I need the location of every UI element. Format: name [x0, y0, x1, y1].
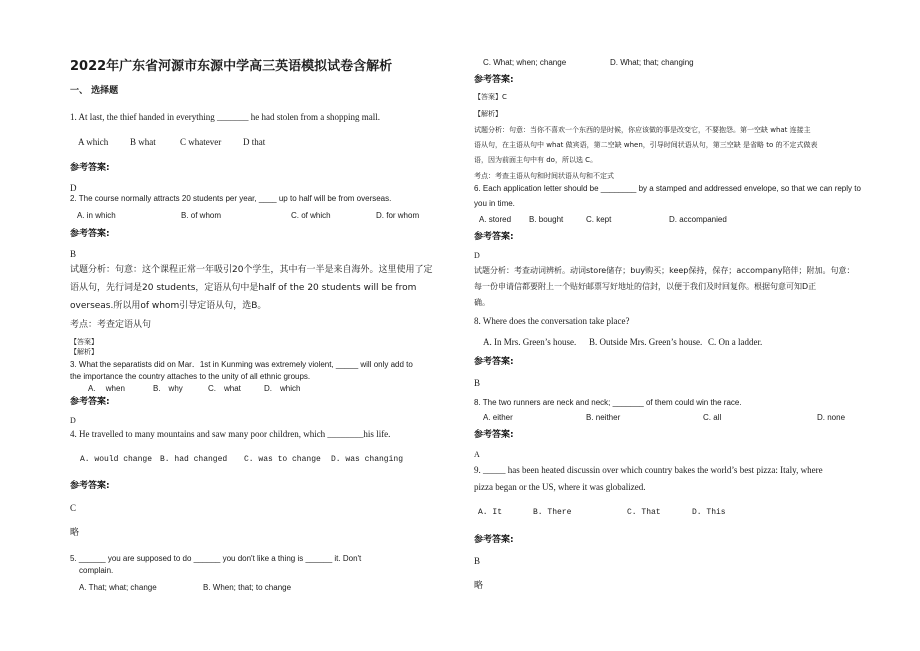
option-c: C. On a ladder.: [708, 337, 763, 347]
option-b: B. of whom: [181, 211, 222, 220]
question-stem: 6. Each application letter should be ________ by a stamped and addressed envelope, so that we can reply to: [474, 184, 861, 193]
option-c: C. all: [703, 413, 722, 422]
answer-label: 参考答案:: [70, 481, 110, 491]
explanation-line: overseas.所以用of whom引导定语从句，选B。: [70, 301, 267, 311]
explanation-line: 语，因为前面主句中有 do，所以选 C。: [474, 156, 598, 164]
option-c: C. was to change: [244, 455, 321, 464]
option-a: A. in which: [77, 211, 116, 220]
option-b: B. neither: [586, 413, 621, 422]
option-a: A. stored: [479, 215, 512, 224]
question-stem: you in time.: [474, 199, 515, 208]
option-d: D. was changing: [331, 455, 404, 464]
question-stem: 5. ______ you are supposed to do ______ you don't like a thing is ______ it. Don't: [70, 554, 362, 563]
note: 略: [474, 581, 484, 591]
explanation-line: 考点：考查主语从句和时间状语从句和不定式: [474, 172, 614, 180]
option-a: A. would change: [80, 455, 153, 464]
answer-value: A: [474, 450, 480, 459]
option-c: C. of which: [291, 211, 331, 220]
answer-tag-label: 【答案】: [474, 93, 502, 101]
option-a: A. It: [478, 508, 503, 517]
option-b: B. had changed: [160, 455, 228, 464]
answer-tag: 【答案】: [70, 338, 98, 346]
option-b: B what: [130, 137, 156, 147]
option-b: B. When; that; to change: [203, 583, 292, 592]
answer-tag: 【答案】C: [474, 93, 507, 101]
answer-label: 参考答案:: [70, 229, 110, 239]
answer-label: 参考答案:: [474, 75, 514, 85]
answer-label: 参考答案:: [474, 357, 514, 367]
answer-label: 参考答案:: [70, 163, 110, 173]
answer-value: B: [70, 249, 77, 259]
answer-label: 参考答案:: [474, 232, 514, 242]
explanation-line: 试题分析：考查动词辨析。动词store储存；buy购买；keep保持，保存；accompany陪伴；附加。句意：: [474, 266, 855, 275]
question-stem: complain.: [79, 566, 114, 575]
option-a: A. In Mrs. Green’s house.: [483, 337, 577, 347]
option-b: B. bought: [529, 215, 564, 224]
question-stem: 9. _____ has been heated discussin over which country bakes the world’s best pizza: Italy, where: [474, 465, 823, 475]
explanation-line: 语从句，在主语从句中 what 做宾语，第二空缺 when，引导时间状语从句，第三空缺 是省略 to 的不定式做表: [474, 141, 818, 149]
question-stem: pizza began or the US, where it was globalized.: [474, 482, 646, 492]
question-stem: 1. At last, the thief handed in everything _______ he had stolen from a shopping mall.: [70, 112, 380, 122]
answer-value: C: [70, 503, 77, 513]
question-stem: 8. Where does the conversation take place?: [474, 316, 630, 326]
note: 略: [70, 528, 80, 538]
analysis-tag: 【解析】: [70, 348, 98, 356]
answer-value: B: [474, 556, 481, 566]
page-title: 2022年广东省河源市东源中学高三英语模拟试卷含解析: [70, 59, 393, 74]
question-stem: 4. He travelled to many mountains and saw many poor children, which ________his life.: [70, 429, 391, 439]
explanation-line: 试题分析：句意：当你不喜欢一个东西的是时候，你应该做的事是改变它，不要抱怨。第一空缺 what 连接主: [474, 126, 811, 134]
option-d: D that: [243, 137, 266, 147]
answer-value: D: [70, 183, 77, 193]
option-a: A. when: [88, 384, 125, 393]
option-b: B. why: [153, 384, 183, 393]
question-stem: 8. The two runners are neck and neck; _______ of them could win the race.: [474, 398, 742, 407]
option-c: C. That: [627, 508, 661, 517]
option-a: A which: [78, 137, 109, 147]
answer-label: 参考答案:: [474, 430, 514, 440]
option-c: C. What; when; change: [483, 58, 567, 67]
option-c: C. kept: [586, 215, 612, 224]
option-d: D. which: [264, 384, 301, 393]
answer-value: D: [70, 416, 76, 425]
option-b: B. There: [533, 508, 572, 517]
explanation-line: 确。: [474, 298, 490, 307]
answer-value: D: [474, 251, 480, 260]
option-d: D. This: [692, 508, 726, 517]
option-d: D. for whom: [376, 211, 420, 220]
question-stem: 3. What the separatists did on Mar．1st in Kunming was extremely violent, _____ will only add to: [70, 360, 413, 369]
explanation-line: 语从句，先行词是20 students，定语从句中是half of the 20 students will be from: [70, 283, 417, 293]
option-c: C whatever: [180, 137, 222, 147]
question-stem: 2. The course normally attracts 20 students per year, ____ up to half will be from overseas.: [70, 194, 392, 203]
option-b: B. Outside Mrs. Green’s house.: [589, 337, 703, 347]
option-c: C. what: [208, 384, 241, 393]
explanation-line: 每一份申请信都要附上一个贴好邮票写好地址的信封，以便于我们及时回复你。根据句意可知D正: [474, 282, 817, 291]
answer-label: 参考答案:: [70, 397, 110, 407]
option-a: A. either: [483, 413, 513, 422]
option-d: D. none: [817, 413, 846, 422]
section-heading: 一、 选择题: [70, 86, 119, 96]
analysis-tag: 【解析】: [474, 110, 502, 118]
option-d: D. What; that; changing: [610, 58, 694, 67]
explanation-line: 试题分析：句意：这个课程正常一年吸引20个学生，其中有一半是来自海外。这里使用了定: [70, 265, 433, 275]
explanation-line: 考点：考查定语从句: [70, 320, 152, 330]
answer-label: 参考答案:: [474, 535, 514, 545]
option-d: D. accompanied: [669, 215, 727, 224]
question-stem: the importance the country attaches to the unity of all ethnic groups.: [70, 372, 311, 381]
answer-value: B: [474, 378, 481, 388]
option-a: A. That; what; change: [79, 583, 157, 592]
